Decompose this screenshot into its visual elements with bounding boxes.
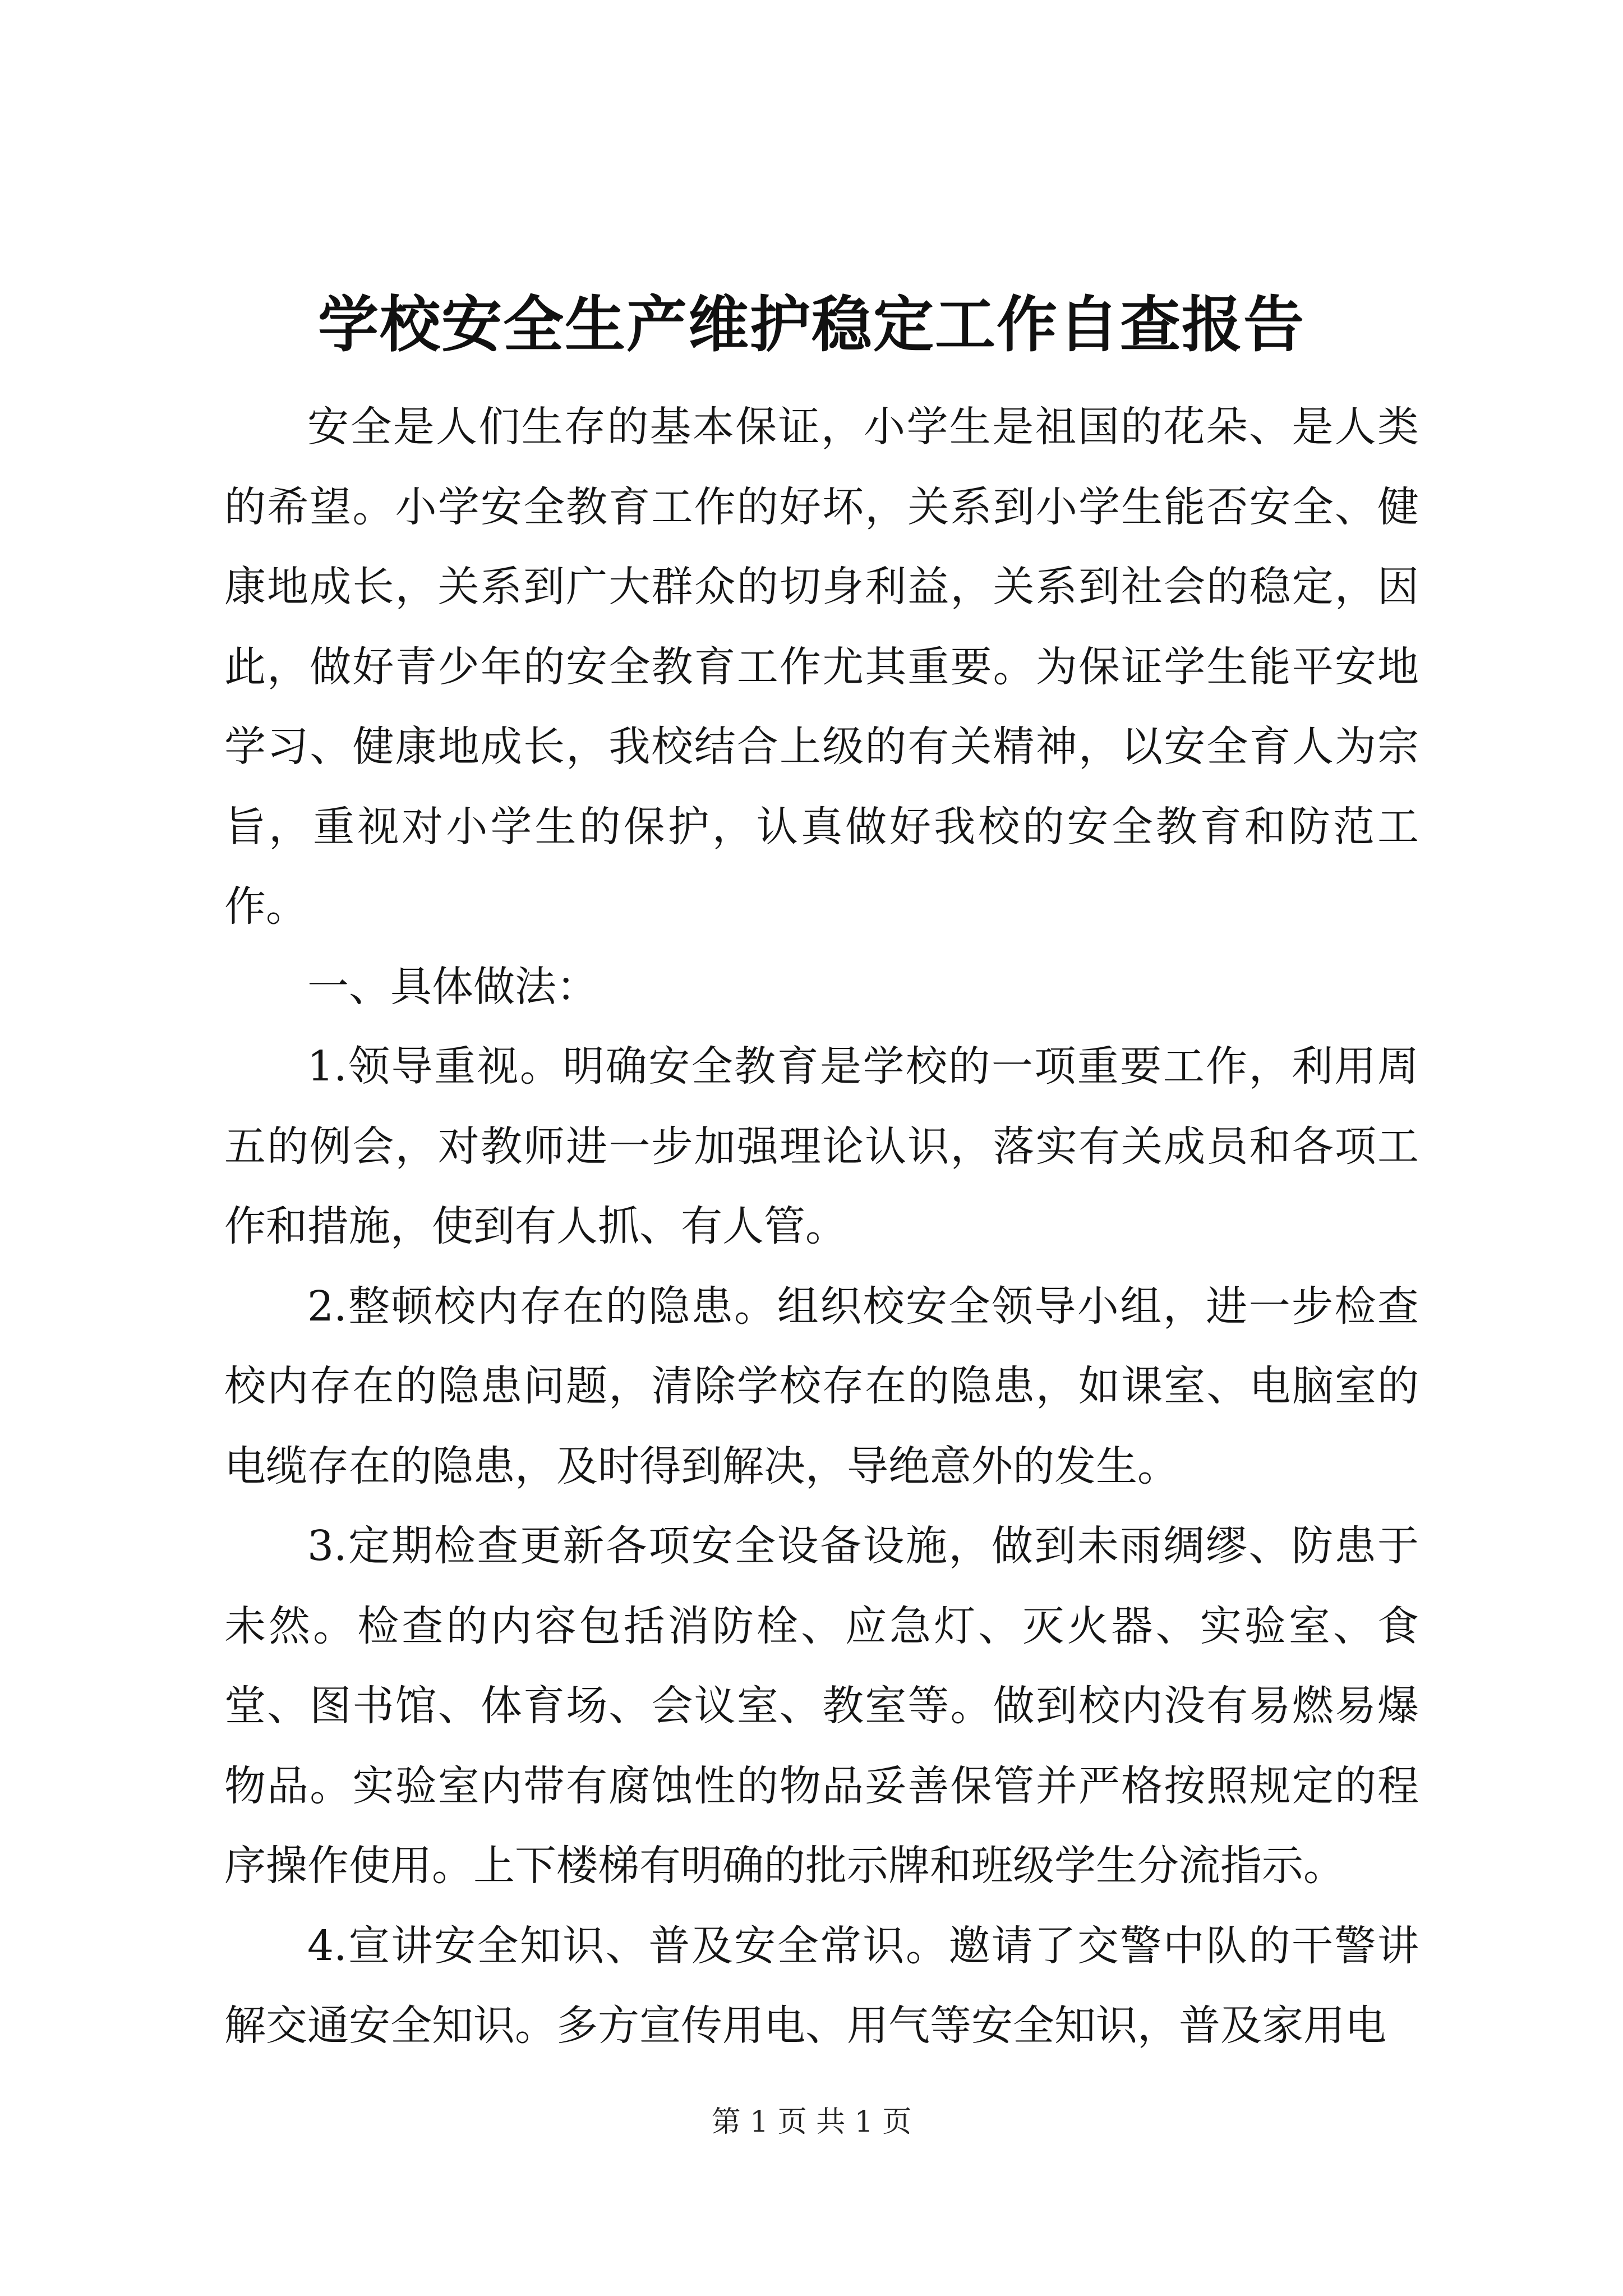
paragraph-item-2: 2.整顿校内存在的隐患。组织校安全领导小组，进一步检查校内存在的隐患问题，清除学校存在的隐患，如课室、电脑室的电缆存在的隐患，及时得到解决，导绝意外的发生。 — [224, 1282, 1419, 1490]
document-title: 学校安全生产维护稳定工作自查报告 — [317, 290, 1305, 360]
paragraph-item-3: 3.定期检查更新各项安全设备设施，做到未雨绸缪、防患于未然。检查的内容包括消防栓、应急灯、灭火器、实验室、食堂、图书馆、体育场、会议室、教室等。做到校内没有易燃易爆物品。实验室内带有腐蚀性的物品妥善保管并严格按照规定的程序操作使用。上下楼梯有明确的批示牌和班级学生分流指示。 — [224, 1522, 1419, 1890]
document-body — [224, 387, 1419, 2066]
paragraph-item-4: 4.宣讲安全知识、普及安全常识。邀请了交警中队的干警讲解交通安全知识。多方宣传用电、用气等安全知识，普及家用电 — [224, 1921, 1419, 2050]
paragraph-item-1: 1.领导重视。明确安全教育是学校的一项重要工作，利用周五的例会，对教师进一步加强理论认识，落实有关成员和各项工作和措施，使到有人抓、有人管。 — [224, 1042, 1419, 1250]
page-number-footer: 第 1 页 共 1 页 — [711, 2105, 912, 2139]
section-heading-practices: 一、具体做法： — [307, 962, 598, 1011]
paragraph-intro: 安全是人们生存的基本保证，小学生是祖国的花朵、是人类的希望。小学安全教育工作的好坏，关系到小学生能否安全、健康地成长，关系到广大群众的切身利益，关系到社会的稳定，因此，做好青少年的安全教育工作尤其重要。为保证学生能平安地学习、健康地成长，我校结合上级的有关精神，以安全育人为宗旨，重视对小学生的保护，认真做好我校的安全教育和防范工作。 — [224, 403, 1419, 931]
